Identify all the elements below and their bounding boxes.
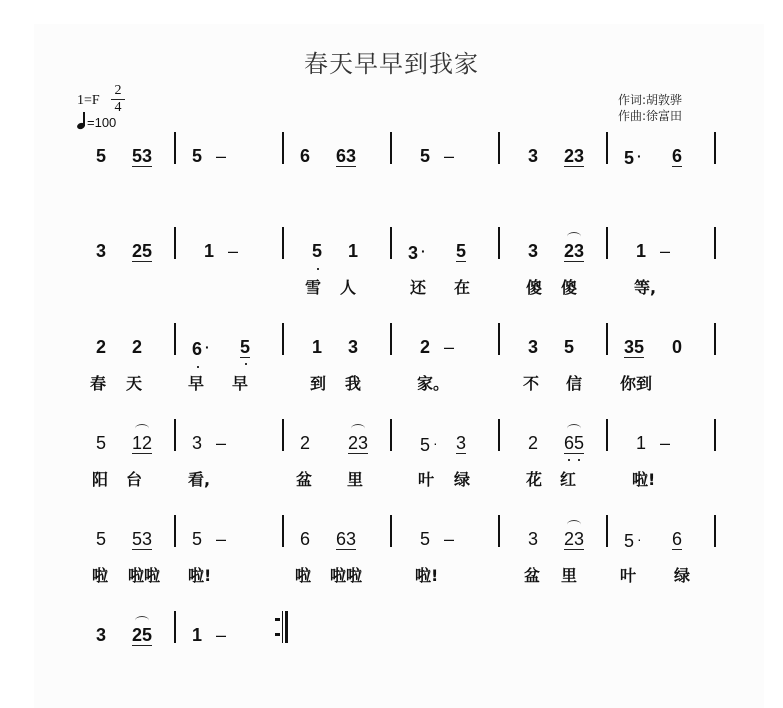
dash: – — [228, 241, 239, 261]
bar-line — [714, 323, 716, 355]
rest: 0 — [672, 337, 683, 357]
low-octave-dot — [578, 459, 580, 461]
note-eighth-slur: 23 — [564, 241, 584, 262]
dash: – — [444, 337, 455, 357]
lyric: 啦 — [92, 566, 109, 585]
bar-line — [606, 227, 608, 259]
lyric: 啦 — [295, 566, 312, 585]
note-eighth: 53 — [132, 529, 153, 549]
bar-line — [390, 419, 392, 451]
lyric: 还 — [410, 278, 427, 297]
staff-row-5 — [0, 529, 783, 599]
staff-row-6 — [0, 625, 783, 695]
lyric: 叶 — [418, 470, 435, 489]
bar-line — [714, 227, 716, 259]
note-eighth: 6 — [672, 529, 683, 549]
lyric: 台 — [126, 470, 143, 489]
note: 1 — [312, 337, 323, 357]
low-octave-dot — [317, 268, 319, 270]
note: 3 — [192, 433, 203, 453]
lyric: 红 — [560, 470, 577, 489]
bar-line — [282, 227, 284, 259]
lyric: 雪 — [305, 278, 322, 297]
note: 3 — [96, 625, 107, 645]
bar-line — [498, 132, 500, 164]
repeat-end-barline — [279, 611, 288, 643]
note: 1 — [192, 625, 203, 645]
staff-row-1 — [0, 146, 783, 216]
note: 2 — [96, 337, 107, 357]
slur-icon — [351, 424, 365, 433]
note-eighth: 35 — [624, 337, 645, 357]
note: 3 — [528, 529, 539, 549]
bar-line — [174, 132, 176, 164]
lyric: 阳 — [92, 470, 109, 489]
bar-line — [390, 132, 392, 164]
note: 3 — [96, 241, 107, 261]
key-signature: 1=F — [77, 93, 100, 108]
lyric: 早 — [232, 374, 249, 393]
note: 1 — [348, 241, 359, 261]
note: 5 — [96, 433, 107, 453]
quarter-note-icon — [77, 112, 87, 130]
lyric: 你到 — [620, 374, 653, 393]
lyric: 在 — [454, 278, 471, 297]
slur-icon — [567, 232, 581, 241]
note-dotted: 3 · — [408, 243, 426, 263]
lyric: 信 — [566, 374, 583, 393]
dash: – — [660, 241, 671, 261]
bar-line — [282, 419, 284, 451]
bar-line — [174, 611, 176, 643]
note-eighth: 3 — [456, 433, 467, 453]
thin-bar — [282, 611, 283, 643]
note-eighth: 53 — [132, 146, 153, 166]
bar-line — [606, 419, 608, 451]
bar-line — [174, 515, 176, 547]
note: 5 — [192, 146, 203, 166]
slur-icon — [567, 520, 581, 529]
note-dotted: 5 · — [420, 435, 438, 455]
time-signature-top: 2 — [111, 83, 125, 100]
lyric: 绿 — [454, 470, 471, 489]
dash: – — [660, 433, 671, 453]
bar-line — [390, 323, 392, 355]
credits — [618, 92, 682, 124]
bar-line — [498, 323, 500, 355]
bar-line — [174, 419, 176, 451]
lyric: 傻 — [526, 278, 543, 297]
note-eighth: 5 — [456, 241, 467, 261]
dash: – — [444, 146, 455, 166]
lyric: 绿 — [674, 566, 691, 585]
bar-line — [390, 227, 392, 259]
bar-line — [390, 515, 392, 547]
lyric: 啦啦 — [330, 566, 363, 585]
note: 3 — [528, 241, 539, 261]
low-octave-dot — [197, 366, 199, 368]
tempo-marking — [77, 112, 116, 130]
lyric: 啦! — [632, 470, 656, 489]
note: 3 — [528, 337, 539, 357]
note: 2 — [420, 337, 431, 357]
lyric: 不 — [523, 374, 540, 393]
bar-line — [714, 132, 716, 164]
lyric: 等, — [634, 278, 657, 297]
note: 1 — [636, 241, 647, 261]
staff-row-2 — [0, 241, 783, 311]
note: 3 — [528, 146, 539, 166]
tempo-value: =100 — [87, 115, 117, 130]
note-eighth-slur: 23 — [348, 433, 368, 454]
dash: – — [216, 625, 227, 645]
slur-icon — [135, 616, 149, 625]
lyric: 看, — [188, 470, 211, 489]
note: 5 — [96, 529, 107, 549]
bar-line — [498, 419, 500, 451]
lyricist: 作词:胡敦骅 — [618, 93, 683, 107]
note: 6 — [300, 146, 311, 166]
time-signature-bottom: 4 — [114, 100, 122, 115]
bar-line — [174, 323, 176, 355]
note: 6 — [300, 529, 311, 549]
note: 3 — [348, 337, 359, 357]
staff-row-3 — [0, 337, 783, 407]
slur-icon — [567, 424, 581, 433]
lyric: 人 — [340, 278, 357, 297]
dash: – — [216, 433, 227, 453]
bar-line — [498, 515, 500, 547]
lyric: 傻 — [561, 278, 578, 297]
note: 2 — [132, 337, 143, 357]
note: 2 — [528, 433, 539, 453]
note-eighth-slur: 25 — [132, 625, 152, 646]
dash: – — [216, 529, 227, 549]
note-eighth: 63 — [336, 529, 357, 549]
thick-bar — [285, 611, 288, 643]
lyric: 盆 — [524, 566, 541, 585]
bar-line — [714, 515, 716, 547]
note-eighth: 6 — [672, 146, 683, 166]
staff-row-4 — [0, 433, 783, 503]
note-low: 5 — [312, 241, 322, 261]
repeat-dots-icon — [275, 618, 277, 636]
lyric: 盆 — [296, 470, 313, 489]
note-eighth-low: 5 — [240, 337, 250, 358]
lyric: 到 — [310, 374, 327, 393]
note-eighth: 25 — [132, 241, 153, 261]
dash: – — [216, 146, 227, 166]
note: 5 — [564, 337, 575, 357]
lyric: 啦! — [415, 566, 439, 585]
composer: 作曲:徐富田 — [618, 109, 683, 123]
lyric: 里 — [347, 470, 364, 489]
low-octave-dot — [568, 459, 570, 461]
note-eighth-slur-low: 65 — [564, 433, 584, 454]
bar-line — [606, 323, 608, 355]
note: 1 — [204, 241, 215, 261]
bar-line — [174, 227, 176, 259]
bar-line — [606, 132, 608, 164]
song-title: 春天早早到我家 — [304, 50, 479, 78]
note: 5 — [96, 146, 107, 166]
bar-line — [282, 515, 284, 547]
lyric: 我 — [345, 374, 362, 393]
note-eighth: 23 — [564, 146, 585, 166]
lyric: 花 — [526, 470, 543, 489]
slur-icon — [135, 424, 149, 433]
note: 5 — [420, 146, 431, 166]
bar-line — [282, 132, 284, 164]
bar-line — [498, 227, 500, 259]
bar-line — [606, 515, 608, 547]
lyric: 早 — [188, 374, 205, 393]
lyric: 春 — [90, 374, 107, 393]
note-eighth-slur: 12 — [132, 433, 152, 454]
note: 5 — [420, 529, 431, 549]
note-dotted-low: 6 · — [192, 337, 210, 359]
note: 1 — [636, 433, 647, 453]
bar-line — [282, 323, 284, 355]
note-dotted: 5 · — [624, 148, 642, 168]
low-octave-dot — [245, 363, 247, 365]
lyric: 家。 — [417, 374, 450, 393]
lyric: 叶 — [620, 566, 637, 585]
note: 2 — [300, 433, 311, 453]
note-dotted: 5 · — [624, 531, 642, 551]
bar-line — [714, 419, 716, 451]
lyric: 里 — [561, 566, 578, 585]
note-eighth: 63 — [336, 146, 357, 166]
note: 5 — [192, 529, 203, 549]
dash: – — [444, 529, 455, 549]
lyric: 天 — [126, 374, 143, 393]
lyric: 啦啦 — [128, 566, 161, 585]
note-eighth-slur: 23 — [564, 529, 584, 550]
lyric: 啦! — [188, 566, 212, 585]
